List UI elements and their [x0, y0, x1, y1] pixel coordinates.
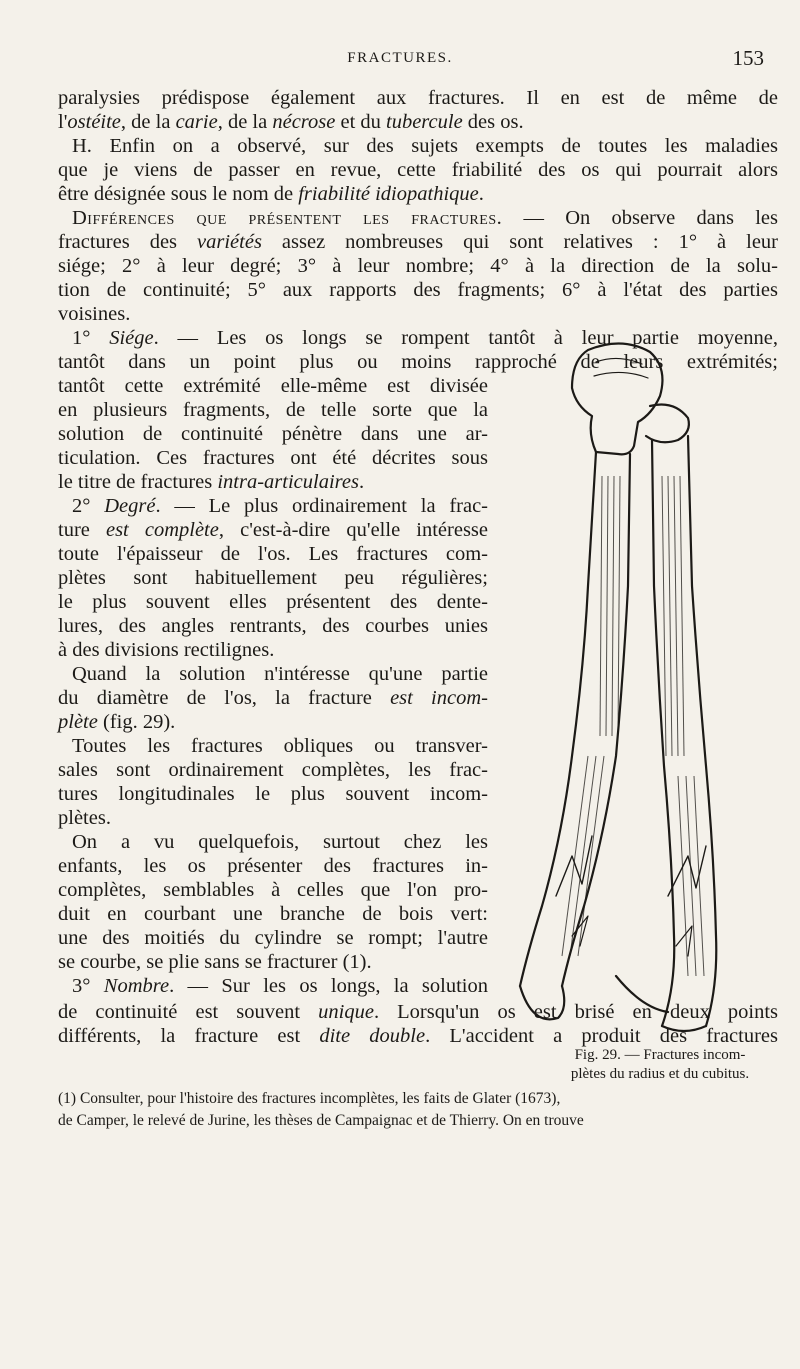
text-line: plètes. [58, 807, 111, 829]
text-line: Quand la solution n'intéresse qu'une partie [72, 663, 488, 685]
text-line: se courbe, se plie sans se fracturer (1). [58, 951, 372, 973]
text-line: complètes, semblables à celles que l'on pro- [58, 879, 488, 901]
text-line: de continuité est souvent unique. Lorsqu'un os est brisé en deux points [58, 1001, 779, 1023]
text-line: que je viens de passer en revue, cette friabilité des os qui pourrait alors [58, 159, 778, 181]
running-head: FRACTURES. [347, 50, 453, 66]
text-line: une des moitiés du cylindre se rompt; l'autre [58, 927, 488, 949]
text-line: ture est complète, c'est-à-dire qu'elle intéresse [58, 519, 488, 541]
text-line: le plus souvent elles présentent des dente- [58, 591, 488, 613]
text-line: lures, des angles rentrants, des courbes unies [58, 615, 488, 637]
forearm-bones-illustration [492, 336, 762, 1046]
text-line: l'ostéite, de la carie, de la nécrose et du tubercule des os. [58, 111, 524, 133]
text-line: tion de continuité; 5° aux rapports des fragments; 6° à l'état des parties [58, 279, 778, 301]
text-line: Toutes les fractures obliques ou transver- [72, 735, 488, 757]
footnote-line: de Camper, le relevé de Jurine, les thèses de Campaignac et de Thierry. On en trouve [58, 1112, 584, 1129]
text-line: duit en courbant une branche de bois vert: [58, 903, 488, 925]
section-heading-line: Différences que présentent les fractures. — On observe dans les [72, 207, 779, 229]
text-line: plètes sont habituellement peu régulières; [58, 567, 488, 589]
text-line: en plusieurs fragments, de telle sorte que la [58, 399, 488, 421]
text-line: 3° Nombre. — Sur les os longs, la solution [72, 975, 488, 997]
text-line: plète (fig. 29). [58, 711, 176, 733]
page-number: 153 [732, 46, 764, 70]
text-line: le titre de fractures intra-articulaires. [58, 471, 365, 493]
text-line: 1° Siége. — Les os longs se rompent tantôt à leur partie moyenne, [72, 327, 779, 349]
text-line: voisines. [58, 303, 131, 325]
text-line: enfants, les os présenter des fractures in- [58, 855, 488, 877]
text-line: être désignée sous le nom de friabilité idiopathique. [58, 183, 484, 205]
text-line: ticulation. Ces fractures ont été décrites sous [58, 447, 488, 469]
figure-caption: Fig. 29. — Fractures incom- plètes du radius et du cubitus. [570, 1047, 750, 1082]
text-line: différents, la fracture est dite double. L'accident a produit des fractures [58, 1025, 778, 1047]
text-line: à des divisions rectilignes. [58, 639, 275, 661]
text-line: siége; 2° à leur degré; 3° à leur nombre; 4° à la direction de la solu- [58, 255, 778, 277]
text-line: 2° Degré. — Le plus ordinairement la frac- [72, 495, 489, 517]
text-line: tantôt dans un point plus ou moins rapproché de leurs extrémités; [58, 351, 778, 373]
text-line: toute l'épaisseur de l'os. Les fractures com- [58, 543, 488, 565]
text-line: H. Enfin on a observé, sur des sujets exempts de toutes les maladies [72, 135, 778, 157]
text-line: solution de continuité pénètre dans une ar- [58, 423, 488, 445]
text-line: paralysies prédispose également aux fractures. Il en est de même de [58, 87, 778, 109]
text-line: fractures des variétés assez nombreuses qui sont relatives : 1° à leur [58, 231, 778, 253]
footnote-line: (1) Consulter, pour l'histoire des fractures incomplètes, les faits de Glater (1673), [58, 1090, 561, 1107]
text-line: du diamètre de l'os, la fracture est incom- [58, 687, 488, 709]
text-line: sales sont ordinairement complètes, les frac- [58, 759, 488, 781]
text-line: tures longitudinales le plus souvent incom- [58, 783, 488, 805]
text-line: On a vu quelquefois, surtout chez les [72, 831, 488, 853]
text-line: tantôt cette extrémité elle-même est divisée [58, 375, 488, 397]
